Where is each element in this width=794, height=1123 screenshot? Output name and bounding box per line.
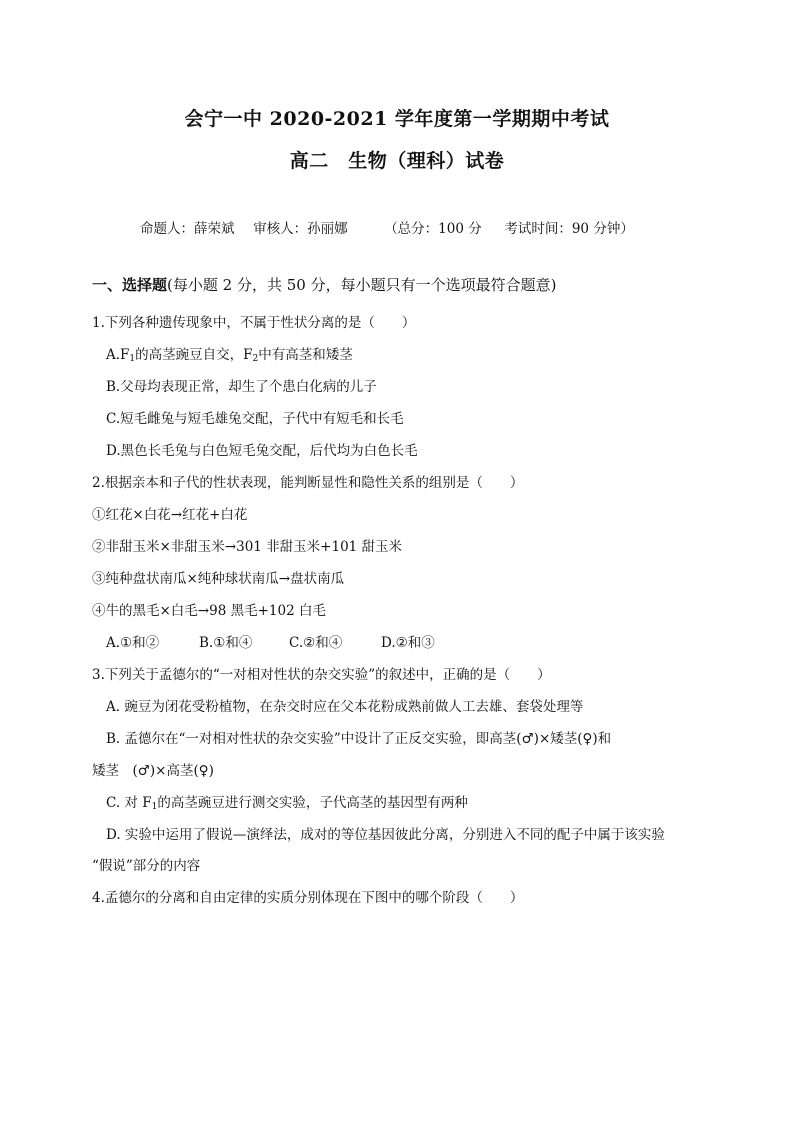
- question-1-option-b: B.父母均表现正常，却生了个患白化病的儿子: [106, 379, 377, 395]
- question-3-option-c: C. 对 $F_1$的高茎豌豆进行测交实验，子代高茎的基因型有两种: [106, 795, 468, 812]
- question-2-option-c: C.②和④: [289, 635, 343, 651]
- question-1-option-d: D.黑色长毛兔与白色短毛兔交配，后代均为白色长毛: [106, 443, 418, 459]
- question-2-option-d: D.②和③: [381, 635, 435, 651]
- section-title: 一、选择题: [92, 276, 168, 294]
- question-3-option-d-line-1: D. 实验中运用了假说—演绎法，成对的等位基因彼此分离，分别进入不同的配子中属于该实验: [106, 827, 665, 843]
- question-1-stem: 1.下列各种遗传现象中，不属于性状分离的是（ ）: [92, 315, 416, 331]
- question-1-option-a: $A.F_1$的高茎豌豆自交，$F_2$中有高茎和矮茎: [106, 347, 353, 364]
- question-2-option-a: A.①和②: [106, 635, 160, 651]
- exam-title: 会宁一中 2020-2021 学年度第一学期期中考试: [184, 108, 610, 130]
- question-1-option-c: C.短毛雌兔与短毛雄兔交配，子代中有短毛和长毛: [106, 411, 404, 427]
- question-2-cross-4: ④牛的黑毛×白毛→98 黑毛+102 白毛: [92, 603, 326, 619]
- author-label: 命题人：薛荣斌: [140, 221, 235, 237]
- question-3-option-b-line-1: B. 孟德尔在“一对相对性状的杂交实验”中设计了正反交实验，即高茎(♂)×矮茎(♀)和: [106, 731, 612, 747]
- question-3-stem: 3.下列关于孟德尔的“一对相对性状的杂交实验”的叙述中，正确的是（ ）: [92, 667, 551, 683]
- question-3-option-a: A. 豌豆为闭花受粉植物，在杂交时应在父本花粉成熟前做人工去雄、套袋处理等: [106, 699, 584, 715]
- question-2-stem: 2.根据亲本和子代的性状表现，能判断显性和隐性关系的组别是（ ）: [92, 475, 524, 491]
- exam-subtitle: 高二 生物（理科）试卷: [289, 150, 505, 172]
- section-heading: [92, 274, 556, 295]
- total-score-label: （总分：100 分: [384, 221, 482, 237]
- question-2-cross-2: ②非甜玉米×非甜玉米→301 非甜玉米+101 甜玉米: [92, 539, 403, 555]
- section-instruction: (每小题 2 分，共 50 分，每小题只有一个选项最符合题意): [167, 276, 557, 294]
- question-2-cross-3: ③纯种盘状南瓜×纯种球状南瓜→盘状南瓜: [92, 571, 345, 587]
- exam-time-label: 考试时间：90 分钟）: [504, 221, 634, 237]
- question-2-cross-1: ①红花×白花→红花+白花: [92, 507, 248, 523]
- reviewer-label: 审核人：孙丽娜: [253, 221, 348, 237]
- exam-meta: [140, 217, 634, 237]
- question-4-stem: 4.孟德尔的分离和自由定律的实质分别体现在下图中的哪个阶段（ ）: [92, 890, 524, 906]
- question-3-option-d-line-2: “假说”部分的内容: [92, 858, 201, 874]
- question-3-option-b-line-2: 矮茎 (♂)×高茎(♀): [92, 763, 214, 779]
- question-2-option-b: B.①和④: [199, 635, 253, 651]
